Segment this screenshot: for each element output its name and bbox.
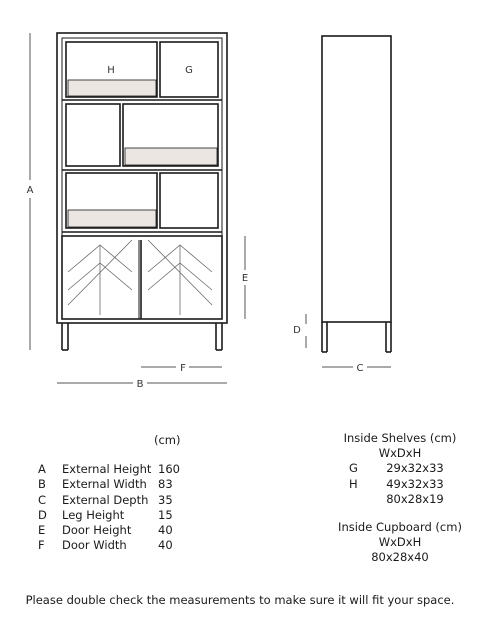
dim-label-c: C	[356, 363, 364, 374]
spec-name: External Height	[62, 462, 152, 477]
spec-value: 40	[158, 523, 173, 538]
inside-cupboard-block	[330, 520, 470, 566]
shelf-label-h: H	[107, 65, 115, 76]
dim-label-d: D	[293, 325, 301, 336]
shelf-row2-left-box	[66, 104, 120, 166]
spec-value: 15	[158, 507, 173, 522]
spec-value: 40	[158, 538, 173, 553]
spec-name: Leg Height	[62, 507, 125, 522]
spec-row	[38, 477, 188, 492]
spec-unit-header-row	[38, 433, 188, 448]
dim-label-a: A	[26, 185, 34, 196]
inside-shelf-row	[330, 492, 470, 507]
spec-letter: B	[38, 477, 46, 492]
dim-label-f: F	[180, 363, 186, 374]
spec-letter: C	[38, 492, 47, 507]
spec-name: External Depth	[62, 492, 149, 507]
inside-shelf-row	[330, 477, 470, 492]
inside-shelf-key: G	[349, 461, 358, 476]
spec-value: 160	[158, 462, 180, 477]
dim-label-b: B	[136, 379, 144, 390]
shelf-label-g: G	[185, 65, 193, 76]
shelf-h-fill	[68, 80, 156, 96]
footer-note: Please double check the measurements to make sure it will fit your space.	[25, 593, 455, 607]
spec-row	[38, 508, 188, 523]
spec-name: Door Height	[62, 523, 132, 538]
spec-letter: E	[38, 523, 46, 538]
spec-value: 83	[158, 477, 173, 492]
inside-shelves-block	[330, 431, 470, 507]
spec-letter: A	[38, 462, 46, 477]
spec-name: Door Width	[62, 538, 127, 553]
external-dimensions-list	[38, 433, 188, 553]
inside-cupboard-title: Inside Cupboard (cm)	[338, 520, 462, 534]
inside-shelves-dims-header: WxDxH	[378, 446, 422, 461]
inside-shelf-value: 29x32x33	[386, 461, 444, 476]
shelf-row2-fill	[125, 148, 217, 165]
inside-shelf-value: 49x32x33	[386, 476, 444, 491]
inside-shelf-row	[330, 461, 470, 476]
front-outer-frame	[57, 33, 227, 323]
inside-shelf-value: 80x28x19	[386, 491, 444, 506]
spec-row	[38, 462, 188, 477]
spec-row	[38, 523, 188, 538]
shelf-row3-fill	[68, 210, 156, 227]
inside-cupboard-dims-header: WxDxH	[378, 535, 422, 550]
inside-cupboard-value: 80x28x40	[371, 550, 429, 565]
spec-letter: F	[38, 538, 45, 553]
shelf-row3-right-box	[160, 173, 218, 228]
spec-row	[38, 538, 188, 553]
spec-name: External Width	[62, 477, 147, 492]
side-view-body	[322, 36, 391, 322]
inside-shelf-key	[349, 492, 379, 507]
inside-shelf-key: H	[349, 476, 358, 491]
cupboard-box	[62, 236, 222, 319]
spec-value: 35	[158, 492, 173, 507]
dim-label-e: E	[241, 273, 249, 284]
spec-unit-header: (cm)	[154, 433, 181, 447]
spec-letter: D	[38, 507, 47, 522]
spec-row	[38, 493, 188, 508]
inside-shelves-title: Inside Shelves (cm)	[343, 431, 457, 445]
